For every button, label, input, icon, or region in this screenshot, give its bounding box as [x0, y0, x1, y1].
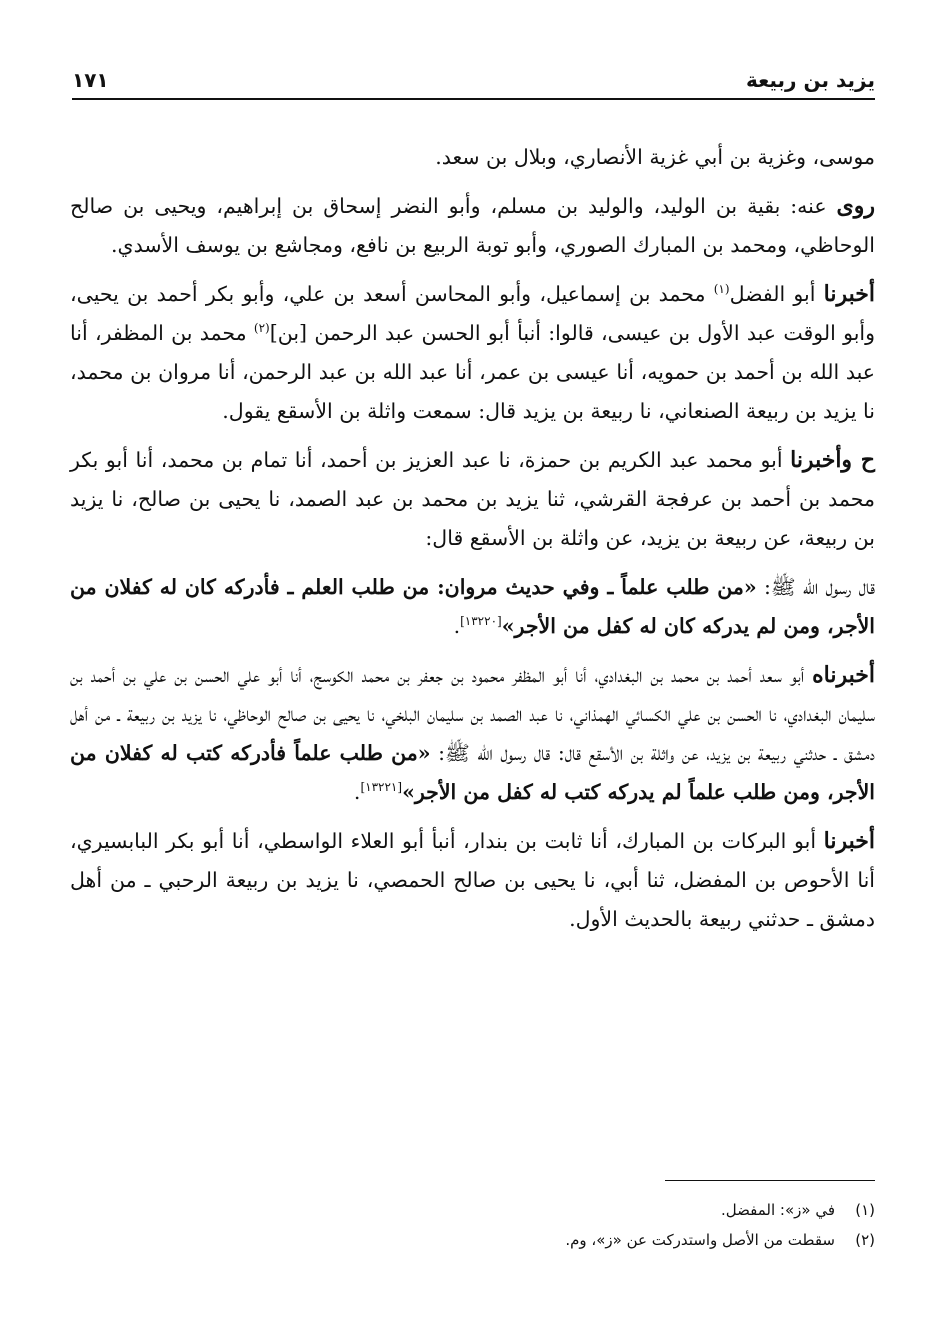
paragraph-text: أبو محمد عبد الكريم بن حمزة، نا عبد العزيز بن أحمد، أنا تمام بن محمد، أنا أبو بكر محمد بن أحمد بن عرفجة القرشي، ثنا يزيد بن محمد بن عبد الصمد، نا يحيى بن صالح، نا يزيد بن ربيعة، عن ربيعة بن يزيد، عن واثلة بن الأسقع قال:: [70, 448, 875, 550]
footnote-divider: [665, 1180, 875, 1181]
paragraph-6: [70, 656, 875, 812]
footnotes: [70, 1180, 875, 1255]
footnote-text: سقطت من الأصل واستدركت عن «ز»، وم.: [565, 1231, 835, 1249]
hadith-reference: [١٣٢٢٠]: [460, 614, 502, 629]
footnote-number: (٢): [855, 1231, 875, 1249]
footnote-marker-2[interactable]: (٢): [253, 321, 270, 336]
footnote-marker-1[interactable]: (١): [713, 282, 730, 297]
hadith-text: «من طلب علماً فأدركه كتب له كفلان من الأجر، ومن طلب علماً لم يدركه كتب له كفل من الأجر»: [70, 741, 875, 804]
footnote-number: (١): [855, 1201, 875, 1219]
paragraph-text: قال رسول الله ﷺ:: [756, 575, 875, 599]
paragraph-text: أبو سعد أحمد بن محمد بن البغدادي، أنا أبو المظفر محمود بن جعفر بن محمد الكوسج، أنا أبو علي الحسن بن علي بن أحمد بن سليمان البغدادي، نا الحسن بن علي الكسائي الهمذاني، نا عبد الصمد بن سليمان البلخي، نا يحيى بن صالح الوحاظي، نا يزيد بن ربيعة ـ من أهل دمشق ـ حدثني ربيعة بن يزيد، عن واثلة بن الأسقع قال: قال رسول الله ﷺ:: [70, 663, 875, 765]
footnote-text: في «ز»: المفضل.: [721, 1201, 835, 1219]
paragraph-lead: ح وأخبرنا: [790, 447, 875, 473]
page-header: [72, 58, 875, 100]
paragraph-2: [70, 187, 875, 265]
footnote-2: [70, 1225, 875, 1255]
body-text: [70, 138, 875, 949]
page-number: ١٧١: [72, 68, 109, 92]
paragraph-7: [70, 822, 875, 939]
paragraph-1: [70, 138, 875, 177]
running-title: يزيد بن ربيعة: [745, 68, 875, 92]
hadith-reference: [١٣٢٢١]: [360, 780, 403, 795]
paragraph-text: موسى، وغزية بن أبي غزية الأنصاري، وبلال بن سعد.: [435, 145, 875, 169]
paragraph-text: محمد بن المظفر، أنا عبد الله بن أحمد بن حمويه، أنا عيسى بن عمر، أنا عبد الله بن عبد الرحمن، أنا مروان بن محمد، نا يزيد بن ربيعة الصنعاني، نا ربيعة بن يزيد قال: سمعت واثلة بن الأسقع يقول.: [70, 321, 875, 423]
paragraph-text: .: [453, 614, 461, 638]
paragraph-lead: أخبرنا: [823, 281, 875, 307]
paragraph-text: عنه: بقية بن الوليد، والوليد بن مسلم، وأبو النضر إسحاق بن إبراهيم، ويحيى بن صالح الوحاظي، ومحمد بن المبارك الصوري، وأبو توبة الربيع بن نافع، ومجاشع بن يوسف الأسدي.: [70, 194, 875, 257]
paragraph-lead: أخبرناه: [812, 662, 875, 688]
paragraph-lead: روى: [836, 193, 875, 219]
paragraph-3: [70, 275, 875, 431]
paragraph-text: أبو الفضل: [729, 282, 824, 306]
paragraph-4: [70, 441, 875, 558]
paragraph-text: .: [353, 780, 361, 804]
paragraph-text: أبو البركات بن المبارك، أنا ثابت بن بندار، أنبأ أبو العلاء الواسطي، أنا أبو بكر البابسيري، أنا الأحوص بن المفضل، ثنا أبي، نا يحيى بن صالح الحمصي، نا يزيد بن ربيعة الرحبي ـ من أهل دمشق ـ حدثني ربيعة بالحديث الأول.: [70, 829, 875, 931]
paragraph-lead: أخبرنا: [823, 828, 875, 854]
footnote-1: [70, 1195, 875, 1225]
hadith-text: «من طلب علماً ـ وفي حديث مروان: من طلب العلم ـ فأدركه كان له كفلان من الأجر، ومن لم يدركه كان له كفل من الأجر»: [70, 575, 875, 638]
paragraph-5: [70, 568, 875, 646]
paragraph-text: محمد بن إسماعيل، وأبو المحاسن أسعد بن علي، وأبو بكر أحمد بن يحيى، وأبو الوقت عبد الأول بن عيسى، قالوا: أنبأ أبو الحسن عبد الرحمن [بن]: [70, 282, 875, 345]
